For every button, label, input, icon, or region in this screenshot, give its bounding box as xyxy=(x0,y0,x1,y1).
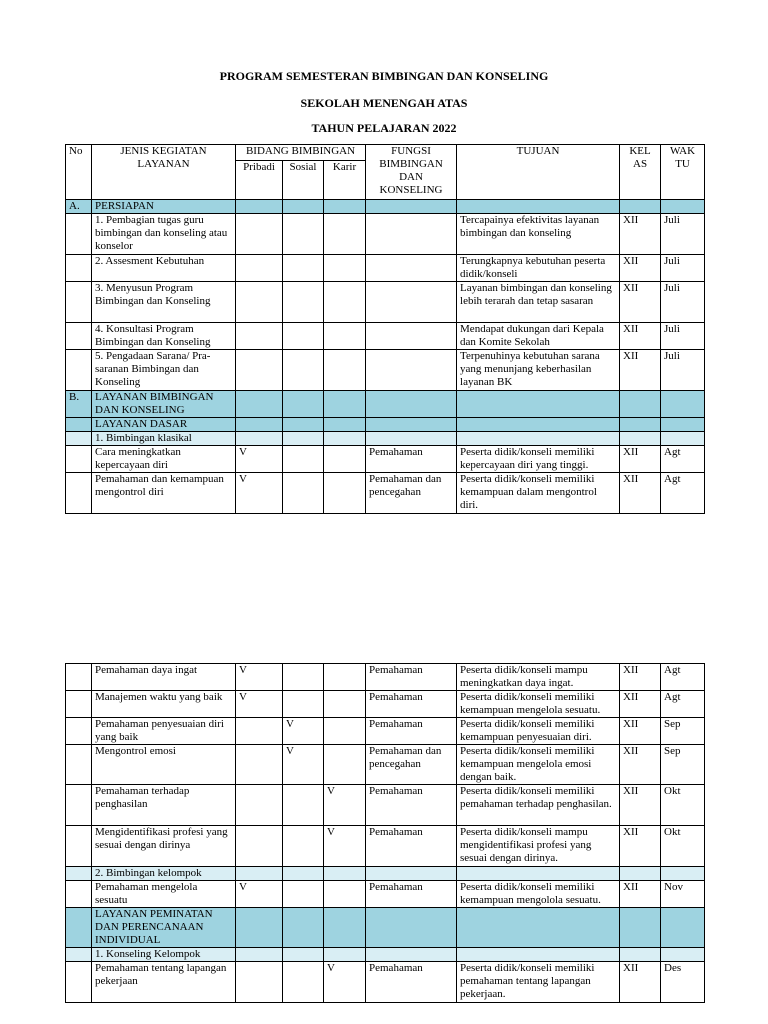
cell-jenis: Pemahaman daya ingat xyxy=(92,664,236,691)
cell-empty xyxy=(620,391,661,418)
header-sosial: Sosial xyxy=(283,161,324,200)
cell-sosial xyxy=(283,691,324,718)
cell-empty xyxy=(620,432,661,446)
cell-empty xyxy=(324,200,366,214)
cell-empty xyxy=(457,391,620,418)
cell-empty xyxy=(457,418,620,432)
document-title: PROGRAM SEMESTERAN BIMBINGAN DAN KONSELING xyxy=(219,69,549,83)
cell-empty xyxy=(324,948,366,962)
cell-tujuan: Peserta didik/konseli memiliki kemampuan penyesuaian diri. xyxy=(457,718,620,745)
header-pribadi: Pribadi xyxy=(236,161,283,200)
section-row xyxy=(66,200,705,214)
cell-waktu: Agt xyxy=(661,473,705,514)
cell-pribadi: V xyxy=(236,881,283,908)
cell-sosial xyxy=(283,473,324,514)
table-row xyxy=(66,323,705,350)
cell-pribadi xyxy=(236,826,283,867)
cell-jenis: LAYANAN DASAR xyxy=(92,418,236,432)
header-waktu: WAK TU xyxy=(661,145,705,200)
cell-no xyxy=(66,867,92,881)
cell-fungsi xyxy=(366,323,457,350)
cell-empty xyxy=(457,908,620,948)
cell-kelas: XII xyxy=(620,881,661,908)
cell-pribadi xyxy=(236,785,283,826)
table-row xyxy=(66,691,705,718)
cell-pribadi: V xyxy=(236,664,283,691)
header-fungsi: FUNGSI BIMBINGAN DAN KONSELING xyxy=(366,145,457,200)
cell-empty xyxy=(457,948,620,962)
table-body-page-1 xyxy=(66,200,705,514)
cell-tujuan: Peserta didik/konseli mampu meningkatkan daya ingat. xyxy=(457,664,620,691)
cell-jenis: Cara meningkatkan kepercayaan diri xyxy=(92,446,236,473)
cell-empty xyxy=(236,867,283,881)
cell-kelas: XII xyxy=(620,691,661,718)
cell-empty xyxy=(283,867,324,881)
cell-pribadi xyxy=(236,718,283,745)
subsection-row xyxy=(66,867,705,881)
cell-no xyxy=(66,881,92,908)
cell-karir: V xyxy=(324,962,366,1003)
cell-no xyxy=(66,826,92,867)
cell-jenis: Pemahaman penyesuaian diri yang baik xyxy=(92,718,236,745)
table-row xyxy=(66,962,705,1003)
header-karir: Karir xyxy=(324,161,366,200)
cell-pribadi xyxy=(236,282,283,323)
table-row xyxy=(66,282,705,323)
section-row xyxy=(66,418,705,432)
cell-empty xyxy=(661,948,705,962)
cell-fungsi: Pemahaman xyxy=(366,785,457,826)
cell-kelas: XII xyxy=(620,745,661,785)
cell-sosial xyxy=(283,350,324,391)
cell-sosial: V xyxy=(283,718,324,745)
cell-jenis: 5. Pengadaan Sarana/ Pra-saranan Bimbingan dan Konseling xyxy=(92,350,236,391)
cell-pribadi xyxy=(236,350,283,391)
cell-fungsi xyxy=(366,214,457,255)
table-row xyxy=(66,745,705,785)
cell-empty xyxy=(366,867,457,881)
cell-sosial xyxy=(283,282,324,323)
cell-jenis: Pemahaman terhadap penghasilan xyxy=(92,785,236,826)
cell-sosial xyxy=(283,881,324,908)
cell-pribadi xyxy=(236,745,283,785)
cell-waktu: Okt xyxy=(661,826,705,867)
subsection-row xyxy=(66,948,705,962)
table-row xyxy=(66,350,705,391)
cell-empty xyxy=(324,418,366,432)
cell-no xyxy=(66,446,92,473)
cell-tujuan: Layanan bimbingan dan konseling lebih terarah dan tetap sasaran xyxy=(457,282,620,323)
cell-no xyxy=(66,432,92,446)
cell-empty xyxy=(620,908,661,948)
cell-kelas: XII xyxy=(620,350,661,391)
cell-sosial xyxy=(283,446,324,473)
cell-sosial xyxy=(283,962,324,1003)
cell-empty xyxy=(457,200,620,214)
cell-karir: V xyxy=(324,826,366,867)
cell-tujuan: Terpenuhinya kebutuhan sarana yang menunjang keberhasilan layanan BK xyxy=(457,350,620,391)
cell-waktu: Agt xyxy=(661,664,705,691)
subsection-row xyxy=(66,432,705,446)
header-jenis: JENIS KEGIATAN LAYANAN xyxy=(92,145,236,200)
cell-kelas: XII xyxy=(620,785,661,826)
cell-empty xyxy=(661,418,705,432)
cell-fungsi xyxy=(366,350,457,391)
cell-sosial xyxy=(283,664,324,691)
cell-waktu: Agt xyxy=(661,446,705,473)
cell-waktu: Nov xyxy=(661,881,705,908)
cell-empty xyxy=(324,908,366,948)
cell-pribadi xyxy=(236,962,283,1003)
cell-tujuan: Peserta didik/konseli memiliki kemampuan mengolola sesuatu. xyxy=(457,881,620,908)
cell-empty xyxy=(457,432,620,446)
cell-no xyxy=(66,691,92,718)
cell-no xyxy=(66,908,92,948)
table-row xyxy=(66,881,705,908)
cell-jenis: Pemahaman tentang lapangan pekerjaan xyxy=(92,962,236,1003)
cell-jenis: 4. Konsultasi Program Bimbingan dan Konseling xyxy=(92,323,236,350)
cell-fungsi: Pemahaman xyxy=(366,962,457,1003)
cell-empty xyxy=(620,200,661,214)
cell-empty xyxy=(236,391,283,418)
cell-jenis: PERSIAPAN xyxy=(92,200,236,214)
cell-empty xyxy=(236,200,283,214)
cell-fungsi: Pemahaman xyxy=(366,446,457,473)
cell-kelas: XII xyxy=(620,826,661,867)
cell-empty xyxy=(661,432,705,446)
cell-jenis: Mengontrol emosi xyxy=(92,745,236,785)
cell-empty xyxy=(661,391,705,418)
cell-tujuan: Peserta didik/konseli memiliki kepercayaan diri yang tinggi. xyxy=(457,446,620,473)
cell-jenis: 1. Konseling Kelompok xyxy=(92,948,236,962)
cell-karir xyxy=(324,881,366,908)
cell-no xyxy=(66,214,92,255)
cell-empty xyxy=(236,418,283,432)
cell-empty xyxy=(366,432,457,446)
cell-karir xyxy=(324,323,366,350)
cell-fungsi: Pemahaman xyxy=(366,664,457,691)
cell-no: B. xyxy=(66,391,92,418)
cell-jenis: 1. Bimbingan klasikal xyxy=(92,432,236,446)
cell-waktu: Juli xyxy=(661,323,705,350)
cell-no xyxy=(66,350,92,391)
cell-empty xyxy=(236,948,283,962)
cell-empty xyxy=(283,432,324,446)
cell-jenis: 2. Assesment Kebutuhan xyxy=(92,255,236,282)
cell-no xyxy=(66,948,92,962)
cell-fungsi xyxy=(366,282,457,323)
cell-karir xyxy=(324,473,366,514)
cell-empty xyxy=(324,867,366,881)
cell-empty xyxy=(661,908,705,948)
cell-pribadi: V xyxy=(236,446,283,473)
cell-sosial xyxy=(283,323,324,350)
cell-pribadi xyxy=(236,214,283,255)
header-bidang: BIDANG BIMBINGAN xyxy=(236,145,366,161)
cell-karir xyxy=(324,214,366,255)
cell-empty xyxy=(324,391,366,418)
cell-jenis: Pemahaman dan kemampuan mengontrol diri xyxy=(92,473,236,514)
cell-no: A. xyxy=(66,200,92,214)
cell-fungsi: Pemahaman xyxy=(366,691,457,718)
cell-kelas: XII xyxy=(620,473,661,514)
cell-empty xyxy=(457,867,620,881)
cell-tujuan: Peserta didik/konseli memiliki kemampuan mengelola emosi dengan baik. xyxy=(457,745,620,785)
cell-no xyxy=(66,282,92,323)
cell-empty xyxy=(620,418,661,432)
cell-waktu: Juli xyxy=(661,350,705,391)
cell-fungsi: Pemahaman dan pencegahan xyxy=(366,745,457,785)
cell-jenis: 1. Pembagian tugas guru bimbingan dan konseling atau konselor xyxy=(92,214,236,255)
cell-jenis: Manajemen waktu yang baik xyxy=(92,691,236,718)
cell-karir xyxy=(324,718,366,745)
cell-sosial xyxy=(283,826,324,867)
cell-tujuan: Peserta didik/konseli memiliki pemahaman tentang lapangan pekerjaan. xyxy=(457,962,620,1003)
cell-waktu: Sep xyxy=(661,718,705,745)
table-row xyxy=(66,473,705,514)
cell-jenis: 2. Bimbingan kelompok xyxy=(92,867,236,881)
cell-karir xyxy=(324,282,366,323)
cell-pribadi: V xyxy=(236,691,283,718)
cell-empty xyxy=(661,867,705,881)
cell-no xyxy=(66,255,92,282)
cell-fungsi: Pemahaman xyxy=(366,718,457,745)
cell-kelas: XII xyxy=(620,718,661,745)
cell-karir xyxy=(324,446,366,473)
cell-sosial: V xyxy=(283,745,324,785)
cell-no xyxy=(66,323,92,350)
cell-karir xyxy=(324,350,366,391)
cell-empty xyxy=(661,200,705,214)
table-body-page-2 xyxy=(66,664,705,1003)
cell-kelas: XII xyxy=(620,962,661,1003)
cell-empty xyxy=(366,908,457,948)
cell-kelas: XII xyxy=(620,255,661,282)
table-row xyxy=(66,718,705,745)
cell-jenis: LAYANAN PEMINATAN DAN PERENCANAAN INDIVIDUAL xyxy=(92,908,236,948)
cell-jenis: LAYANAN BIMBINGAN DAN KONSELING xyxy=(92,391,236,418)
cell-jenis: 3. Menyusun Program Bimbingan dan Konseling xyxy=(92,282,236,323)
cell-empty xyxy=(283,948,324,962)
cell-tujuan: Mendapat dukungan dari Kepala dan Komite Sekolah xyxy=(457,323,620,350)
cell-no xyxy=(66,785,92,826)
program-table-page-2 xyxy=(65,663,705,1003)
cell-sosial xyxy=(283,214,324,255)
cell-sosial xyxy=(283,785,324,826)
cell-empty xyxy=(324,432,366,446)
cell-karir xyxy=(324,745,366,785)
cell-tujuan: Peserta didik/konseli mampu mengidentifikasi profesi yang sesuai dengan dirinya. xyxy=(457,826,620,867)
cell-fungsi xyxy=(366,255,457,282)
table-row xyxy=(66,826,705,867)
cell-fungsi: Pemahaman dan pencegahan xyxy=(366,473,457,514)
cell-waktu: Des xyxy=(661,962,705,1003)
cell-karir xyxy=(324,691,366,718)
cell-kelas: XII xyxy=(620,323,661,350)
cell-no xyxy=(66,962,92,1003)
cell-pribadi xyxy=(236,323,283,350)
cell-no xyxy=(66,718,92,745)
cell-karir xyxy=(324,255,366,282)
cell-empty xyxy=(283,391,324,418)
cell-fungsi: Pemahaman xyxy=(366,881,457,908)
academic-year: TAHUN PELAJARAN 2022 xyxy=(311,121,457,135)
cell-tujuan: Peserta didik/konseli memiliki pemahaman terhadap penghasilan. xyxy=(457,785,620,826)
program-table-page-1 xyxy=(65,144,705,514)
cell-jenis: Mengidentifikasi profesi yang sesuai dengan dirinya xyxy=(92,826,236,867)
cell-empty xyxy=(366,948,457,962)
cell-waktu: Juli xyxy=(661,255,705,282)
cell-pribadi: V xyxy=(236,473,283,514)
table-row xyxy=(66,446,705,473)
header-tujuan: TUJUAN xyxy=(457,145,620,200)
cell-empty xyxy=(620,867,661,881)
header-no: No xyxy=(66,145,92,200)
cell-sosial xyxy=(283,255,324,282)
table-row xyxy=(66,255,705,282)
school-level: SEKOLAH MENENGAH ATAS xyxy=(300,96,468,110)
cell-no xyxy=(66,664,92,691)
cell-no xyxy=(66,418,92,432)
cell-no xyxy=(66,473,92,514)
cell-empty xyxy=(620,948,661,962)
header-kelas: KEL AS xyxy=(620,145,661,200)
cell-kelas: XII xyxy=(620,214,661,255)
cell-empty xyxy=(283,418,324,432)
cell-pribadi xyxy=(236,255,283,282)
cell-kelas: XII xyxy=(620,664,661,691)
cell-kelas: XII xyxy=(620,282,661,323)
table-row xyxy=(66,785,705,826)
cell-empty xyxy=(366,418,457,432)
table-row xyxy=(66,664,705,691)
cell-karir xyxy=(324,664,366,691)
section-row xyxy=(66,908,705,948)
cell-tujuan: Peserta didik/konseli memiliki kemampuan mengelola sesuatu. xyxy=(457,691,620,718)
table-row xyxy=(66,214,705,255)
cell-empty xyxy=(283,908,324,948)
cell-empty xyxy=(236,908,283,948)
cell-waktu: Juli xyxy=(661,214,705,255)
cell-tujuan: Peserta didik/konseli memiliki kemampuan dalam mengontrol diri. xyxy=(457,473,620,514)
cell-kelas: XII xyxy=(620,446,661,473)
cell-empty xyxy=(283,200,324,214)
cell-empty xyxy=(366,391,457,418)
cell-no xyxy=(66,745,92,785)
cell-fungsi: Pemahaman xyxy=(366,826,457,867)
cell-waktu: Agt xyxy=(661,691,705,718)
cell-tujuan: Tercapainya efektivitas layanan bimbingan dan konseling xyxy=(457,214,620,255)
cell-waktu: Okt xyxy=(661,785,705,826)
cell-waktu: Juli xyxy=(661,282,705,323)
cell-jenis: Pemahaman mengelola sesuatu xyxy=(92,881,236,908)
cell-empty xyxy=(366,200,457,214)
section-row xyxy=(66,391,705,418)
cell-empty xyxy=(236,432,283,446)
cell-karir: V xyxy=(324,785,366,826)
cell-waktu: Sep xyxy=(661,745,705,785)
cell-tujuan: Terungkapnya kebutuhan peserta didik/konseli xyxy=(457,255,620,282)
